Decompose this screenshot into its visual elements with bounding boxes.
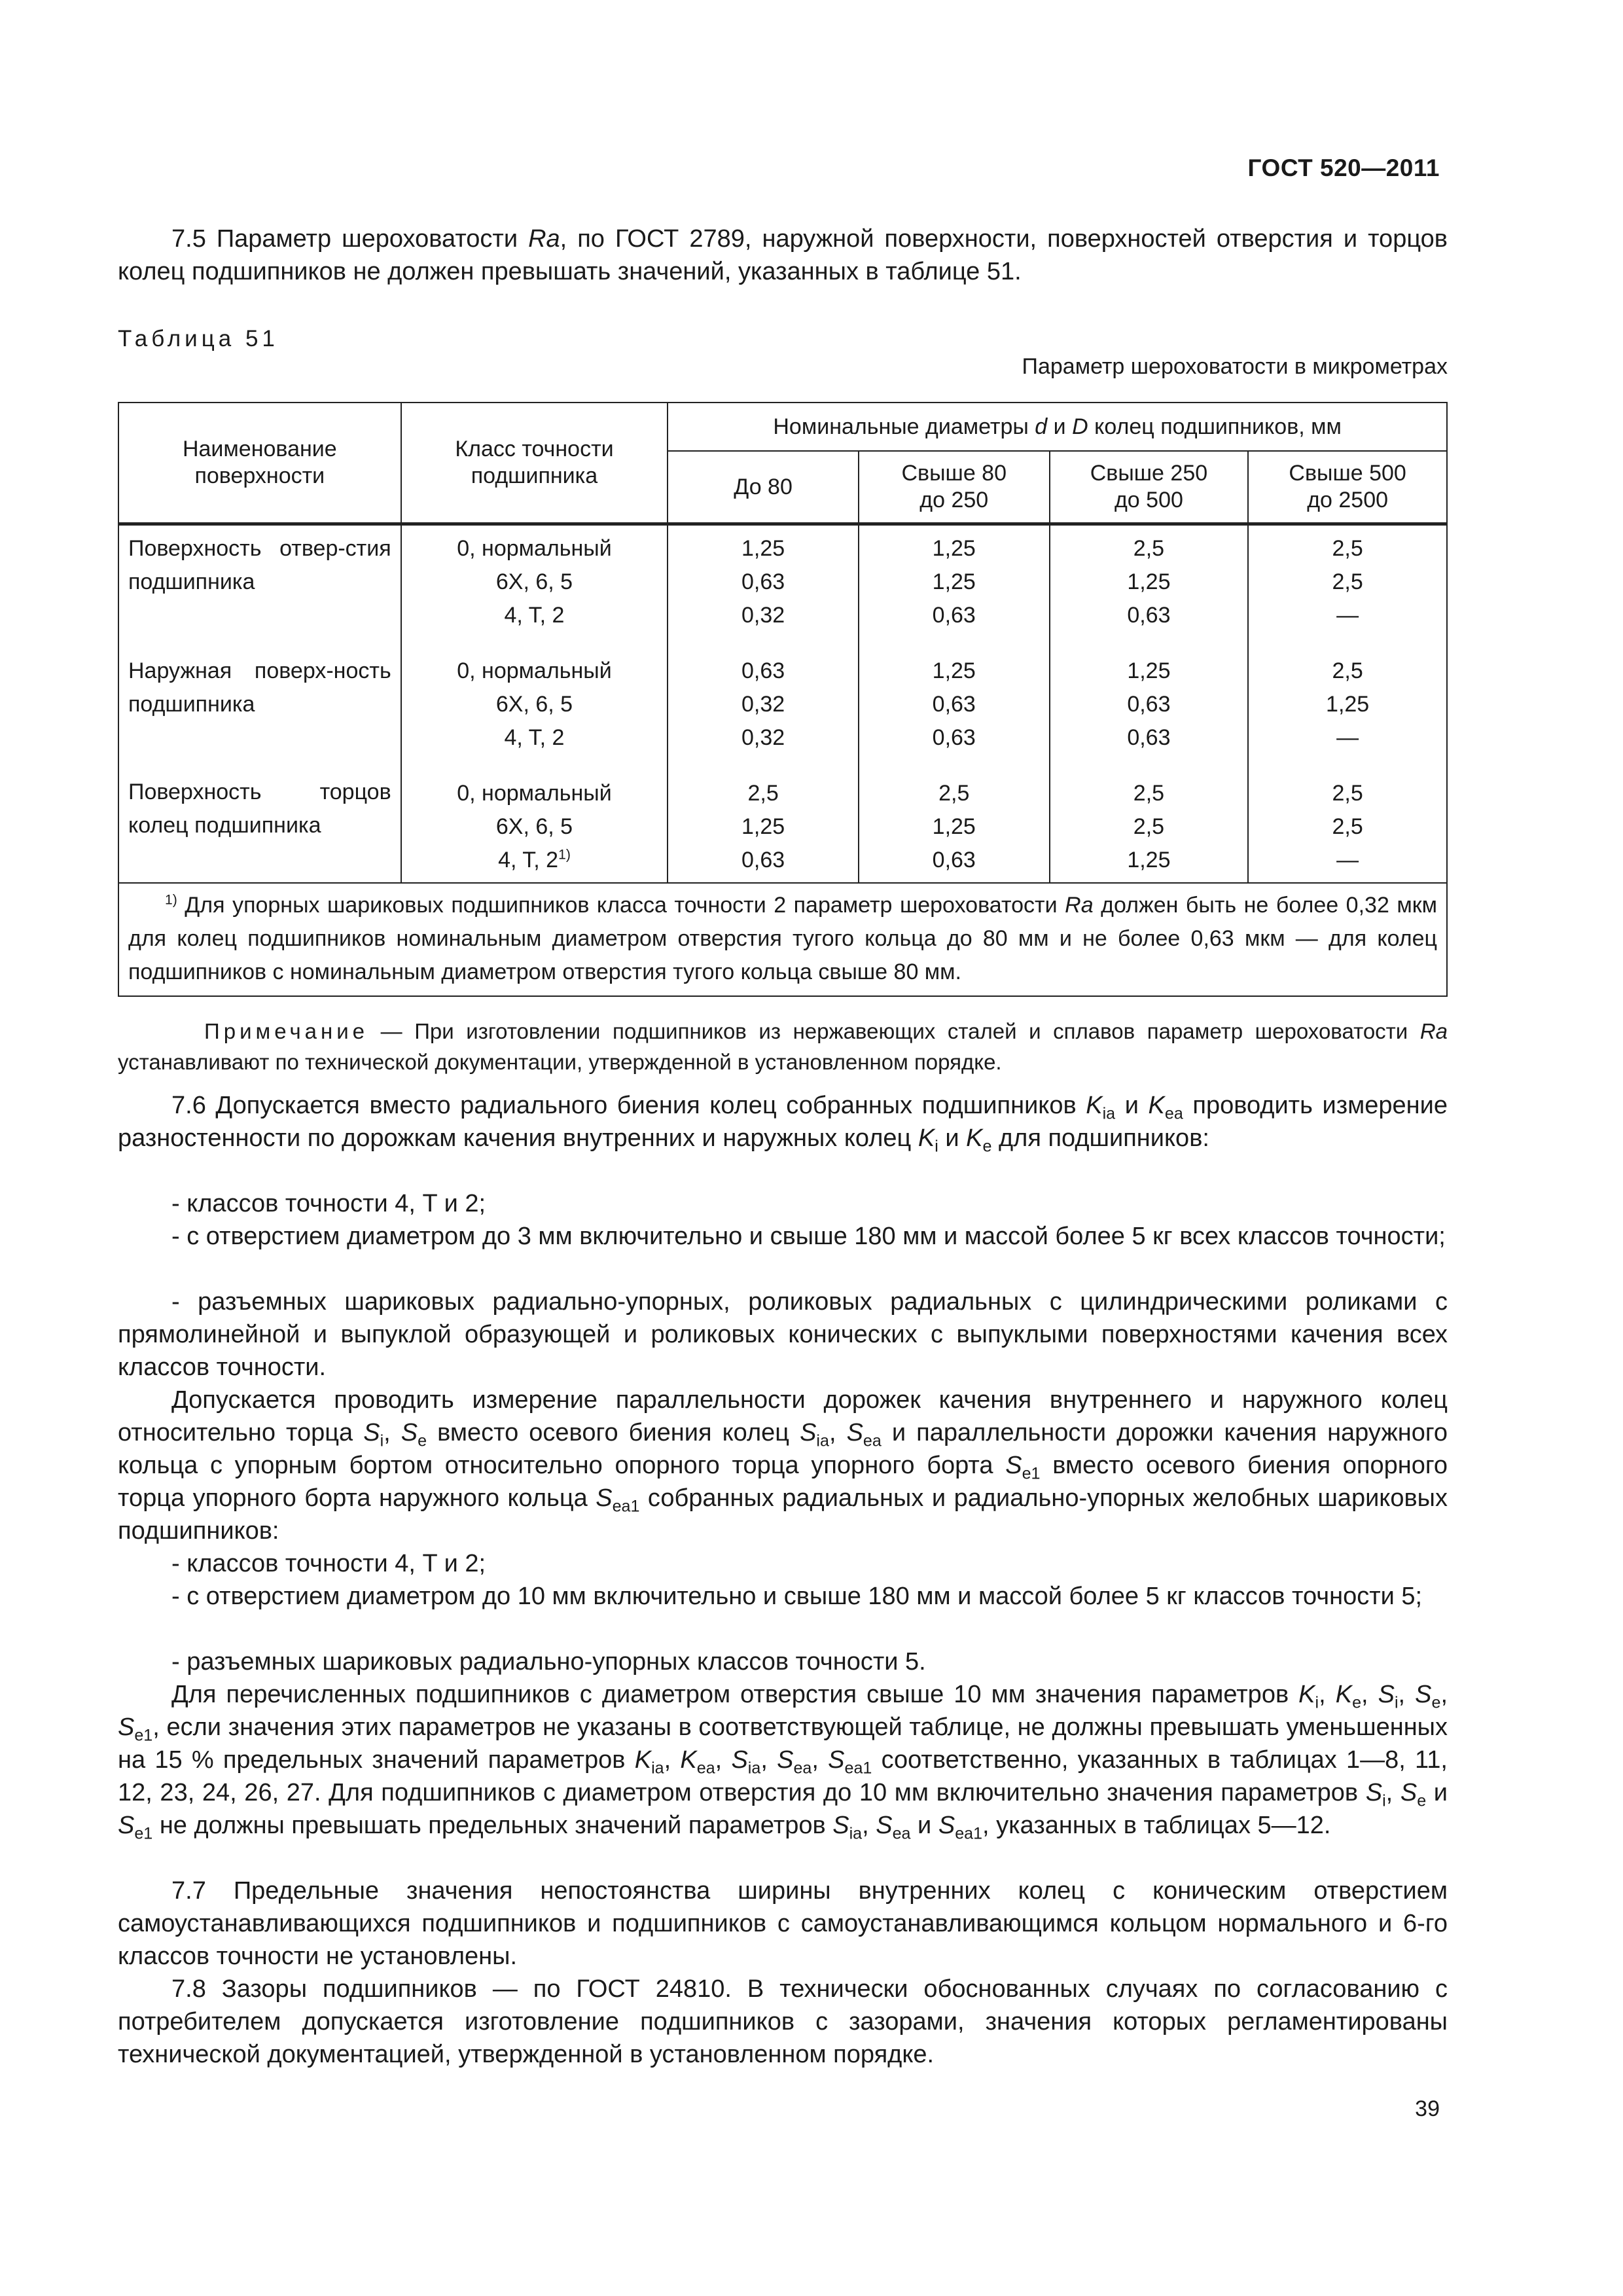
header-col-3 — [1050, 451, 1249, 524]
roughness-value: 0,63 — [741, 569, 785, 594]
class-cell — [401, 524, 668, 633]
roughness-value: 1,25 — [932, 658, 976, 683]
roughness-value: 1,25 — [1127, 848, 1171, 872]
text-run: вместо осевого биения опорного торца упорного борта наружного кольца — [118, 1452, 1448, 1512]
header-diameters — [668, 403, 1447, 451]
roughness-value: 1,25 — [1326, 692, 1370, 717]
roughness-value: 0,63 — [1127, 725, 1171, 750]
math-symbol: S — [828, 1746, 845, 1774]
table-group-faces — [118, 755, 1447, 883]
footnote-ra: Ra — [1065, 893, 1094, 918]
paragraph-7-6-parallelism — [118, 1384, 1448, 1547]
roughness-value: 0,32 — [741, 603, 785, 628]
roughness-value: — — [1336, 848, 1359, 872]
header-col-3-l2: до 500 — [1114, 488, 1183, 512]
class-cell — [401, 632, 668, 755]
surface-outer: Наружная поверх-ность подшипника — [118, 632, 401, 755]
roughness-value: 0,63 — [1127, 692, 1171, 717]
table-note — [118, 1016, 1448, 1077]
math-subscript: i — [1394, 1693, 1399, 1712]
math-symbol: S — [731, 1746, 748, 1774]
value-cell — [1248, 755, 1447, 883]
text-run: , — [715, 1746, 732, 1774]
math-subscript: ea — [863, 1431, 882, 1450]
text-run: и параллельности дорожки качения наружного кольца с упорным бортом относительно опорного торца упорного борта — [118, 1419, 1448, 1479]
value-cell — [668, 524, 859, 633]
header-class-l2: подшипника — [471, 463, 598, 488]
paragraph-7-7: 7.7 Предельные значения непостоянства ширины внутренних колец с коническим отверстием самоустанавливающихся подшипников и подшипников с самоустанавливающимся кольцом нормального и 6-го классов точности не установлены. — [118, 1877, 1448, 1970]
header-col-2-l2: до 250 — [919, 488, 989, 512]
math-symbol: S — [118, 1713, 135, 1741]
math-symbol: S — [832, 1812, 849, 1839]
header-surface-l1: Наименование — [182, 437, 337, 461]
math-subscript: ia — [849, 1824, 863, 1843]
math-symbol: S — [938, 1812, 955, 1839]
math-subscript: ea — [696, 1759, 715, 1778]
list-item: - с отверстием диаметром до 3 мм включительно и свыше 180 мм и массой более 5 кг всех классов точности; — [171, 1223, 1446, 1250]
roughness-value: 0,32 — [741, 692, 785, 717]
header-class-l1: Класс точности — [455, 437, 614, 461]
paragraph-7-6-intro — [118, 1089, 1448, 1155]
p75-text-a: 7.5 Параметр шероховатости — [171, 225, 529, 253]
math-symbol: K — [634, 1746, 652, 1774]
math-symbol: S — [118, 1812, 135, 1839]
document-code: ГОСТ 520—2011 — [1247, 154, 1440, 181]
class-value: 4, T, 2 — [504, 603, 565, 628]
text-run: , — [664, 1746, 681, 1774]
roughness-value: 2,5 — [747, 781, 779, 806]
roughness-value: 0,63 — [1127, 603, 1171, 628]
class-value: 0, нормальный — [457, 658, 612, 683]
math-symbol: S — [1400, 1779, 1418, 1806]
math-symbol: K — [918, 1124, 935, 1152]
roughness-value: 2,5 — [1332, 814, 1363, 839]
roughness-value: 2,5 — [1332, 536, 1363, 561]
footnote-text-a: Для упорных шариковых подшипников класса точности 2 параметр шероховатости — [177, 893, 1065, 918]
math-symbol: S — [800, 1419, 817, 1446]
header-col-4-l1: Свыше 500 — [1289, 461, 1406, 486]
roughness-value: 0,63 — [932, 848, 976, 872]
math-symbol: K — [1335, 1681, 1353, 1708]
page-number: 39 — [1415, 2096, 1440, 2121]
text-run: , — [1385, 1779, 1400, 1806]
text-run: , — [1319, 1681, 1336, 1708]
math-subscript: i — [1382, 1791, 1386, 1810]
class-value: 6X, 6, 5 — [495, 692, 573, 717]
roughness-value: 2,5 — [1332, 658, 1363, 683]
text-run: вместо осевого биения колец — [427, 1419, 800, 1446]
p75-ra: Ra — [528, 225, 560, 253]
footnote-ref: 1) — [558, 847, 571, 863]
surface-faces: Поверхность торцов колец подшипника — [118, 755, 401, 883]
header-col-4 — [1248, 451, 1447, 524]
list-item: - классов точности 4, T и 2; — [171, 1550, 486, 1577]
table-footnote-row — [118, 883, 1447, 996]
value-cell — [859, 755, 1050, 883]
value-cell — [668, 632, 859, 755]
roughness-value: 1,25 — [1127, 569, 1171, 594]
class-value-footnoted — [407, 844, 662, 877]
math-symbol: S — [876, 1812, 893, 1839]
math-subscript: e — [982, 1137, 992, 1156]
paragraph-7-6-limits — [118, 1678, 1448, 1842]
math-symbol: S — [1378, 1681, 1395, 1708]
value-cell — [1248, 632, 1447, 755]
math-symbol: S — [401, 1419, 418, 1446]
text-run: Допускается проводить измерение параллельности дорожек качения внутреннего и наружного колец относительно торца — [118, 1386, 1448, 1446]
surface-bore: Поверхность отвер-стия подшипника — [118, 524, 401, 633]
roughness-value: 1,25 — [1127, 658, 1171, 683]
math-subscript: ea — [1164, 1104, 1183, 1123]
math-symbol: S — [846, 1419, 863, 1446]
list-item: - разъемных шариковых радиально-упорных, роликовых радиальных с цилиндрическими роликами с прямолинейной и выпуклой образующей и роликовых конических с выпуклыми поверхностями качения всех классов точности. — [118, 1288, 1448, 1381]
roughness-value: 2,5 — [1332, 569, 1363, 594]
roughness-table — [118, 402, 1448, 997]
math-subscript: ea — [793, 1759, 812, 1778]
text-run: , — [760, 1746, 777, 1774]
value-cell — [1050, 632, 1249, 755]
math-subscript: e — [1431, 1693, 1441, 1712]
math-subscript: i — [1315, 1693, 1319, 1712]
header-col-1 — [668, 451, 859, 524]
math-symbol: K — [966, 1124, 983, 1152]
text-run: , — [812, 1746, 829, 1774]
math-symbol: S — [1365, 1779, 1383, 1806]
math-subscript: e1 — [1022, 1464, 1041, 1483]
roughness-value: 2,5 — [938, 781, 970, 806]
header-col-4-l2: до 2500 — [1307, 488, 1389, 512]
roughness-value: 1,25 — [932, 569, 976, 594]
math-symbol: S — [1005, 1452, 1022, 1479]
value-cell — [1248, 524, 1447, 633]
header-surface — [118, 403, 401, 524]
math-subscript: ia — [816, 1431, 829, 1450]
value-cell — [1050, 755, 1249, 883]
math-symbol: S — [596, 1484, 613, 1512]
p75-text-b: , по ГОСТ 2789, наружной поверхности, поверхностей отверстия и торцов колец подшипников не должен превышать значений, указанных в таблице 51. — [118, 225, 1448, 285]
value-cell — [859, 524, 1050, 633]
roughness-value: 1,25 — [741, 814, 785, 839]
class-value: 4, T, 2 — [504, 725, 565, 750]
roughness-value: 1,25 — [741, 536, 785, 561]
text-run: , если значения этих параметров не указаны в соответствующей таблице, не должны превышать уменьшенных на 15 % предельных значений параметров — [118, 1713, 1448, 1774]
header-diam-c: колец подшипников, мм — [1088, 414, 1342, 439]
roughness-value: — — [1336, 603, 1359, 628]
text-run: и — [1426, 1779, 1448, 1806]
math-subscript: e1 — [134, 1726, 153, 1745]
roughness-value: 0,63 — [932, 725, 976, 750]
header-surface-l2: поверхности — [194, 463, 325, 488]
text-run: проводить измерение разностенности по дорожкам качения внутренних и наружных колец — [118, 1092, 1448, 1152]
text-run: , — [1440, 1681, 1448, 1708]
roughness-value: — — [1336, 725, 1359, 750]
value-cell — [859, 632, 1050, 755]
math-symbol: S — [1415, 1681, 1432, 1708]
note-text-b: устанавливают по технической документации, утвержденной в установленном порядке. — [118, 1050, 1002, 1074]
math-symbol: S — [777, 1746, 794, 1774]
roughness-value: 0,32 — [741, 725, 785, 750]
note-ra: Ra — [1419, 1019, 1448, 1043]
list-item: - с отверстием диаметром до 10 мм включительно и свыше 180 мм и массой более 5 кг классов точности 5; — [171, 1583, 1423, 1610]
list-item: - классов точности 4, T и 2; — [171, 1190, 486, 1217]
math-symbol: K — [1148, 1092, 1165, 1119]
text-run: , — [1361, 1681, 1378, 1708]
roughness-value: 2,5 — [1133, 781, 1165, 806]
header-class — [401, 403, 668, 524]
table-caption: Таблица 51 — [118, 326, 279, 351]
class-value: 6X, 6, 5 — [495, 814, 573, 839]
header-diam-b: и — [1047, 414, 1073, 439]
text-run: , — [1398, 1681, 1416, 1708]
table-group-bore — [118, 524, 1447, 633]
table-units: Параметр шероховатости в микрометрах — [1022, 354, 1448, 379]
table-group-outer — [118, 632, 1447, 755]
note-label: Примечание — [204, 1019, 369, 1043]
roughness-value: 0,63 — [741, 848, 785, 872]
math-subscript: ia — [651, 1759, 664, 1778]
value-cell — [668, 755, 859, 883]
text-run: и — [938, 1124, 967, 1152]
text-run: , — [862, 1812, 876, 1839]
paragraph-7-5 — [118, 223, 1448, 288]
text-run: , указанных в таблицах 5—12. — [982, 1812, 1331, 1839]
roughness-value: 0,63 — [932, 692, 976, 717]
text-run: для подшипников: — [991, 1124, 1209, 1152]
roughness-value: 1,25 — [932, 814, 976, 839]
text-run: , — [383, 1419, 401, 1446]
list-item: - разъемных шариковых радиально-упорных классов точности 5. — [171, 1648, 926, 1676]
text-run: соответственно, указанных в таблицах 1—8, 11, 12, 23, 24, 26, 27. Для подшипников с диаметром отверстия до 10 мм включительно значения параметров — [118, 1746, 1448, 1806]
math-subscript: e — [418, 1431, 427, 1450]
class-value: 0, нормальный — [457, 781, 612, 806]
math-symbol: K — [680, 1746, 697, 1774]
math-subscript: e1 — [134, 1824, 153, 1843]
header-col-2 — [859, 451, 1050, 524]
header-diam-d: d — [1035, 414, 1048, 439]
math-symbol: S — [363, 1419, 380, 1446]
table-footnote — [118, 883, 1447, 996]
math-subscript: e — [1352, 1693, 1362, 1712]
class-value: 0, нормальный — [457, 536, 612, 561]
text-run: не должны превышать предельных значений параметров — [152, 1812, 833, 1839]
note-text-a: — При изготовлении подшипников из нержавеющих сталей и сплавов параметр шероховатости — [368, 1019, 1420, 1043]
paragraph-7-8: 7.8 Зазоры подшипников — по ГОСТ 24810. В технически обоснованных случаях по согласованию с потребителем допускается изготовление подшипников с зазорами, значения которых регламентированы технической документацией, утвержденной в установленном порядке. — [118, 1975, 1448, 2068]
footnote-text-b: должен быть не более 0,32 мкм для колец подшипников номинальным диаметром отверстия тугого кольца до 80 мм и не более 0,63 мкм — для колец подшипников с номинальным диаметром отверстия тугого кольца свыше 80 мм. — [128, 893, 1437, 984]
math-symbol: K — [1086, 1092, 1103, 1119]
roughness-value: 1,25 — [932, 536, 976, 561]
class-value: 4, T, 2 — [498, 848, 559, 872]
math-subscript: ea1 — [844, 1759, 872, 1778]
math-symbol: K — [1298, 1681, 1315, 1708]
text-run: и — [910, 1812, 938, 1839]
class-cell — [401, 755, 668, 883]
value-cell — [1050, 524, 1249, 633]
text-run: , — [829, 1419, 847, 1446]
roughness-value: 0,63 — [741, 658, 785, 683]
roughness-value: 0,63 — [932, 603, 976, 628]
roughness-value: 2,5 — [1133, 814, 1165, 839]
text-run: 7.6 Допускается вместо радиального биения колец собранных подшипников — [171, 1092, 1086, 1119]
math-subscript: i — [935, 1137, 938, 1156]
header-diam-a: Номинальные диаметры — [773, 414, 1035, 439]
text-run: и — [1115, 1092, 1149, 1119]
math-subscript: ia — [1102, 1104, 1116, 1123]
math-subscript: i — [380, 1431, 384, 1450]
text-run: собранных радиальных и радиально-упорных желобных шариковых подшипников: — [118, 1484, 1448, 1545]
math-subscript: ia — [747, 1759, 761, 1778]
header-col-1-l1: До 80 — [734, 474, 793, 499]
roughness-value: 2,5 — [1332, 781, 1363, 806]
roughness-value: 2,5 — [1133, 536, 1165, 561]
footnote-mark: 1) — [165, 892, 177, 908]
math-subscript: ea — [892, 1824, 911, 1843]
header-col-3-l1: Свыше 250 — [1090, 461, 1208, 486]
header-col-2-l1: Свыше 80 — [901, 461, 1007, 486]
math-subscript: ea1 — [955, 1824, 983, 1843]
header-diam-D: D — [1072, 414, 1088, 439]
math-subscript: ea1 — [612, 1497, 640, 1516]
text-run: Для перечисленных подшипников с диаметром отверстия свыше 10 мм значения параметров — [171, 1681, 1299, 1708]
math-subscript: e — [1417, 1791, 1427, 1810]
class-value: 6X, 6, 5 — [495, 569, 573, 594]
